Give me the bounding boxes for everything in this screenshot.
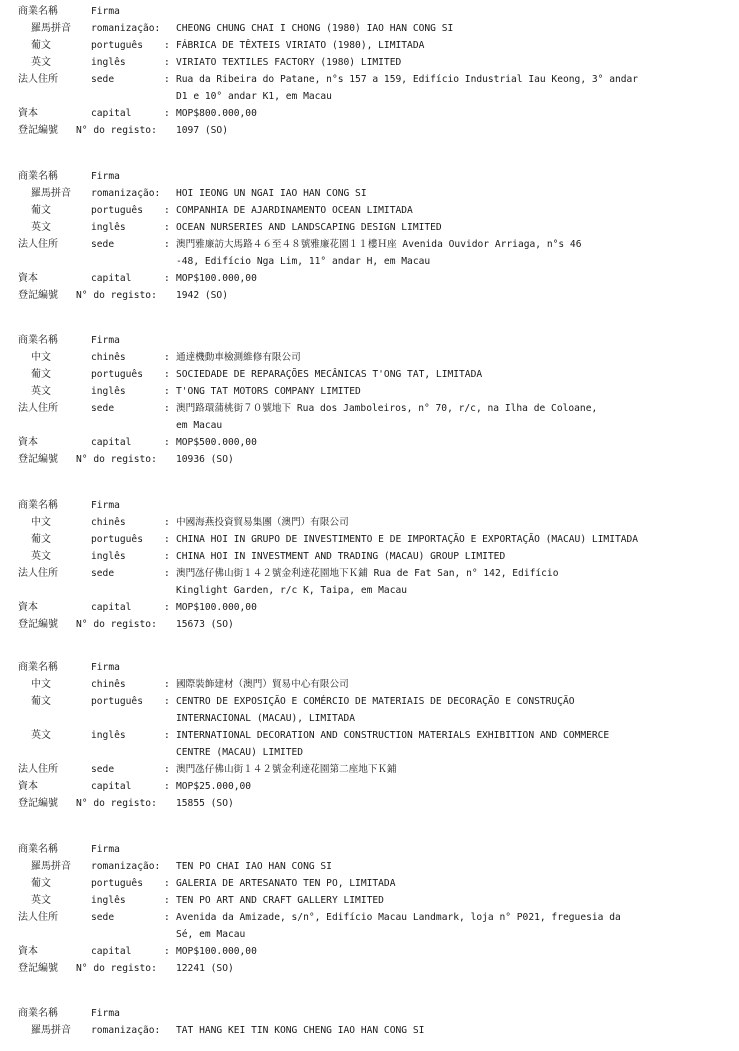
registo-number: 12241 (SO) [176, 963, 234, 974]
firma-label-pt: Firma [91, 171, 120, 182]
field-colon: : [164, 273, 170, 284]
field-row [0, 727, 739, 744]
field-label-cn: 資本 [18, 108, 38, 119]
field-value: VIRIATO TEXTILES FACTORY (1980) LIMITED [176, 57, 402, 68]
field-label-pt: português [91, 205, 143, 216]
field-row-continuation [0, 417, 739, 434]
field-label-cn: 法人住所 [18, 239, 58, 250]
field-colon: : [164, 437, 170, 448]
field-label-cn: 葡文 [31, 40, 51, 51]
field-colon: : [164, 764, 170, 775]
field-row [0, 1022, 739, 1039]
field-label-pt: inglês [91, 895, 126, 906]
field-label-pt: sede [91, 403, 115, 414]
field-value: em Macau [176, 420, 223, 431]
field-colon: : [164, 386, 170, 397]
field-label-pt: inglês [91, 222, 126, 233]
field-label-cn: 葡文 [31, 696, 51, 707]
field-row [0, 858, 739, 875]
field-label-cn: 法人住所 [18, 74, 58, 85]
field-row [0, 909, 739, 926]
field-colon: : [164, 878, 170, 889]
firma-label-pt: Firma [91, 335, 120, 346]
field-value: MOP$25.000,00 [176, 781, 252, 792]
firma-header [0, 332, 739, 349]
registo-label-pt: N° do registo: [76, 798, 157, 809]
field-colon: : [164, 568, 170, 579]
field-value: 中國海燕投資貿易集團（澳門）有限公司 [176, 517, 349, 528]
registo-label-cn: 登記編號 [18, 125, 58, 136]
field-value: SOCIEDADE DE REPARAÇÕES MECÂNICAS T'ONG TAT, LIMITADA [176, 369, 483, 380]
field-label-pt: capital [91, 946, 132, 957]
field-label-pt: romanização: [91, 188, 161, 199]
field-row [0, 943, 739, 960]
firma-label-cn: 商業名稱 [18, 171, 58, 182]
field-value: Kinglight Garden, r/c K, Taipa, em Macau [176, 585, 408, 596]
field-label-cn: 羅馬拼音 [31, 861, 71, 872]
field-colon: : [164, 40, 170, 51]
registo-number: 1942 (SO) [176, 290, 228, 301]
field-value: MOP$100.000,00 [176, 273, 257, 284]
field-label-pt: romanização: [91, 1025, 161, 1036]
field-colon: : [164, 534, 170, 545]
company-entry [0, 841, 739, 977]
field-row [0, 514, 739, 531]
field-value: TAT HANG KEI TIN KONG CHENG IAO HAN CONG SI [176, 1025, 425, 1036]
field-row [0, 761, 739, 778]
field-label-cn: 英文 [31, 386, 51, 397]
field-value: INTERNACIONAL (MACAU), LIMITADA [176, 713, 356, 724]
field-colon: : [164, 517, 170, 528]
field-colon: : [164, 369, 170, 380]
firma-label-pt: Firma [91, 844, 120, 855]
field-label-pt: sede [91, 74, 115, 85]
field-label-pt: português [91, 369, 143, 380]
field-value: GALERIA DE ARTESANATO TEN PO, LIMITADA [176, 878, 396, 889]
field-label-cn: 法人住所 [18, 568, 58, 579]
field-value: COMPANHIA DE AJARDINAMENTO OCEAN LIMITADA [176, 205, 413, 216]
registo-number: 15855 (SO) [176, 798, 234, 809]
field-value: CHEONG CHUNG CHAI I CHONG (1980) IAO HAN CONG SI [176, 23, 454, 34]
firma-label-pt: Firma [91, 1008, 120, 1019]
field-row [0, 892, 739, 909]
company-entry [0, 1005, 739, 1039]
firma-header [0, 841, 739, 858]
field-label-cn: 羅馬拼音 [31, 188, 71, 199]
field-value: 通達機動車檢測維修有限公司 [176, 352, 301, 363]
field-row [0, 54, 739, 71]
field-value: MOP$100.000,00 [176, 946, 257, 957]
field-row [0, 531, 739, 548]
registo-row [0, 451, 739, 468]
company-entry [0, 659, 739, 812]
registo-label-pt: N° do registo: [76, 619, 157, 630]
field-value: 澳門氹仔佛山街１４２號金利達花園地下Ｋ鋪 Rua de Fat San, n° 142, Edifício [176, 568, 559, 579]
field-row-continuation [0, 926, 739, 943]
field-label-pt: capital [91, 273, 132, 284]
field-colon: : [164, 781, 170, 792]
field-row [0, 202, 739, 219]
field-label-pt: capital [91, 602, 132, 613]
registo-row [0, 616, 739, 633]
registo-row [0, 960, 739, 977]
registo-row [0, 122, 739, 139]
registo-label-cn: 登記編號 [18, 290, 58, 301]
field-colon: : [164, 239, 170, 250]
registo-label-pt: N° do registo: [76, 290, 157, 301]
firma-label-cn: 商業名稱 [18, 335, 58, 346]
field-value: 澳門路環蒲桃街７０號地下 Rua dos Jamboleiros, n° 70, r/c, na Ilha de Coloane, [176, 403, 598, 414]
field-colon: : [164, 352, 170, 363]
registo-row [0, 795, 739, 812]
field-colon: : [164, 730, 170, 741]
field-row [0, 434, 739, 451]
field-value: Rua da Ribeira do Patane, n°s 157 a 159, Edifício Industrial Iau Keong, 3° andar [176, 74, 639, 85]
field-label-pt: inglês [91, 57, 126, 68]
field-label-cn: 英文 [31, 551, 51, 562]
field-value: 澳門氹仔佛山街１４２號金利達花園第二座地下Ｋ鋪 [176, 764, 397, 775]
firma-label-pt: Firma [91, 500, 120, 511]
field-value: CHINA HOI IN GRUPO DE INVESTIMENTO E DE IMPORTAÇÃO E EXPORTAÇÃO (MACAU) LIMITADA [176, 534, 639, 545]
field-label-pt: chinês [91, 679, 126, 690]
field-row-continuation [0, 710, 739, 727]
field-label-cn: 資本 [18, 602, 38, 613]
firma-header [0, 3, 739, 20]
firma-label-cn: 商業名稱 [18, 1008, 58, 1019]
field-label-pt: chinês [91, 352, 126, 363]
field-value: CHINA HOI IN INVESTMENT AND TRADING (MACAU) GROUP LIMITED [176, 551, 506, 562]
field-label-cn: 資本 [18, 781, 38, 792]
company-entry [0, 332, 739, 468]
field-label-pt: capital [91, 437, 132, 448]
field-label-cn: 資本 [18, 437, 38, 448]
field-row [0, 349, 739, 366]
field-value: TEN PO CHAI IAO HAN CONG SI [176, 861, 332, 872]
field-row [0, 875, 739, 892]
field-label-cn: 葡文 [31, 205, 51, 216]
field-row [0, 219, 739, 236]
registo-label-cn: 登記編號 [18, 798, 58, 809]
field-row-continuation [0, 253, 739, 270]
field-colon: : [164, 946, 170, 957]
firma-header [0, 1005, 739, 1022]
field-row [0, 548, 739, 565]
registo-number: 15673 (SO) [176, 619, 234, 630]
field-value: CENTRE (MACAU) LIMITED [176, 747, 304, 758]
field-label-pt: capital [91, 108, 132, 119]
field-label-cn: 中文 [31, 679, 51, 690]
firma-header [0, 659, 739, 676]
registo-label-pt: N° do registo: [76, 454, 157, 465]
field-label-cn: 資本 [18, 273, 38, 284]
field-value: MOP$500.000,00 [176, 437, 257, 448]
registo-number: 10936 (SO) [176, 454, 234, 465]
field-value: HOI IEONG UN NGAI IAO HAN CONG SI [176, 188, 367, 199]
field-value: 澳門雅廉訪大馬路４６至４８號雅廉花園１１樓Ｈ座 Avenida Ouvidor Arriaga, n°s 46 [176, 239, 582, 250]
field-colon: : [164, 205, 170, 216]
field-label-cn: 法人住所 [18, 403, 58, 414]
field-value: MOP$100.000,00 [176, 602, 257, 613]
field-label-pt: sede [91, 239, 115, 250]
field-label-cn: 法人住所 [18, 764, 58, 775]
field-value: T'ONG TAT MOTORS COMPANY LIMITED [176, 386, 361, 397]
field-label-pt: português [91, 534, 143, 545]
field-value: Avenida da Amizade, s/n°, Edifício Macau Landmark, loja n° P021, freguesia da [176, 912, 621, 923]
field-label-pt: sede [91, 912, 115, 923]
field-label-pt: sede [91, 764, 115, 775]
field-label-cn: 英文 [31, 730, 51, 741]
field-row [0, 599, 739, 616]
field-label-pt: português [91, 878, 143, 889]
field-colon: : [164, 403, 170, 414]
field-colon: : [164, 895, 170, 906]
field-row [0, 236, 739, 253]
field-colon: : [164, 679, 170, 690]
field-value: CENTRO DE EXPOSIÇÃO E COMÉRCIO DE MATERIAIS DE DECORAÇÃO E CONSTRUÇÃO [176, 696, 575, 707]
field-label-pt: inglês [91, 386, 126, 397]
field-row [0, 400, 739, 417]
field-row-continuation [0, 744, 739, 761]
field-colon: : [164, 602, 170, 613]
field-label-cn: 法人住所 [18, 912, 58, 923]
field-value: TEN PO ART AND CRAFT GALLERY LIMITED [176, 895, 384, 906]
field-row [0, 105, 739, 122]
field-row [0, 676, 739, 693]
company-entry [0, 497, 739, 633]
field-label-pt: romanização: [91, 861, 161, 872]
field-row [0, 37, 739, 54]
field-value: FÁBRICA DE TÊXTEIS VIRIATO (1980), LIMITADA [176, 40, 425, 51]
field-colon: : [164, 222, 170, 233]
field-value: INTERNATIONAL DECORATION AND CONSTRUCTION MATERIALS EXHIBITION AND COMMERCE [176, 730, 610, 741]
field-row-continuation [0, 88, 739, 105]
registo-row [0, 287, 739, 304]
company-entry [0, 168, 739, 304]
field-row [0, 71, 739, 88]
field-value: -48, Edifício Nga Lim, 11° andar H, em Macau [176, 256, 431, 267]
field-colon: : [164, 108, 170, 119]
field-colon: : [164, 912, 170, 923]
field-label-pt: sede [91, 568, 115, 579]
field-label-cn: 英文 [31, 57, 51, 68]
firma-label-cn: 商業名稱 [18, 6, 58, 17]
field-label-cn: 葡文 [31, 369, 51, 380]
field-colon: : [164, 551, 170, 562]
field-label-cn: 羅馬拼音 [31, 23, 71, 34]
registo-label-pt: N° do registo: [76, 125, 157, 136]
registo-label-cn: 登記編號 [18, 454, 58, 465]
field-row [0, 20, 739, 37]
field-label-pt: português [91, 40, 143, 51]
registo-label-cn: 登記編號 [18, 963, 58, 974]
field-label-cn: 羅馬拼音 [31, 1025, 71, 1036]
field-value: OCEAN NURSERIES AND LANDSCAPING DESIGN LIMITED [176, 222, 442, 233]
field-label-cn: 資本 [18, 946, 38, 957]
registo-label-pt: N° do registo: [76, 963, 157, 974]
field-value: Sé, em Macau [176, 929, 246, 940]
field-row [0, 366, 739, 383]
field-value: MOP$800.000,00 [176, 108, 257, 119]
firma-header [0, 168, 739, 185]
field-label-cn: 葡文 [31, 534, 51, 545]
registo-number: 1097 (SO) [176, 125, 228, 136]
firma-label-cn: 商業名稱 [18, 500, 58, 511]
field-row [0, 778, 739, 795]
field-row [0, 185, 739, 202]
field-row [0, 383, 739, 400]
field-row-continuation [0, 582, 739, 599]
field-label-cn: 中文 [31, 352, 51, 363]
field-value: D1 e 10° andar K1, em Macau [176, 91, 332, 102]
firma-label-pt: Firma [91, 662, 120, 673]
company-entry [0, 3, 739, 139]
field-label-cn: 葡文 [31, 878, 51, 889]
field-label-pt: inglês [91, 551, 126, 562]
firma-label-pt: Firma [91, 6, 120, 17]
field-row [0, 565, 739, 582]
field-label-pt: chinês [91, 517, 126, 528]
field-colon: : [164, 696, 170, 707]
field-row [0, 693, 739, 710]
field-colon: : [164, 57, 170, 68]
field-colon: : [164, 74, 170, 85]
field-value: 國際裝飾建材（澳門）貿易中心有限公司 [176, 679, 349, 690]
field-label-pt: romanização: [91, 23, 161, 34]
field-label-pt: inglês [91, 730, 126, 741]
field-label-pt: capital [91, 781, 132, 792]
field-label-cn: 中文 [31, 517, 51, 528]
firma-label-cn: 商業名稱 [18, 662, 58, 673]
firma-label-cn: 商業名稱 [18, 844, 58, 855]
registo-label-cn: 登記編號 [18, 619, 58, 630]
firma-header [0, 497, 739, 514]
field-label-cn: 英文 [31, 222, 51, 233]
field-label-pt: português [91, 696, 143, 707]
field-row [0, 270, 739, 287]
field-label-cn: 英文 [31, 895, 51, 906]
